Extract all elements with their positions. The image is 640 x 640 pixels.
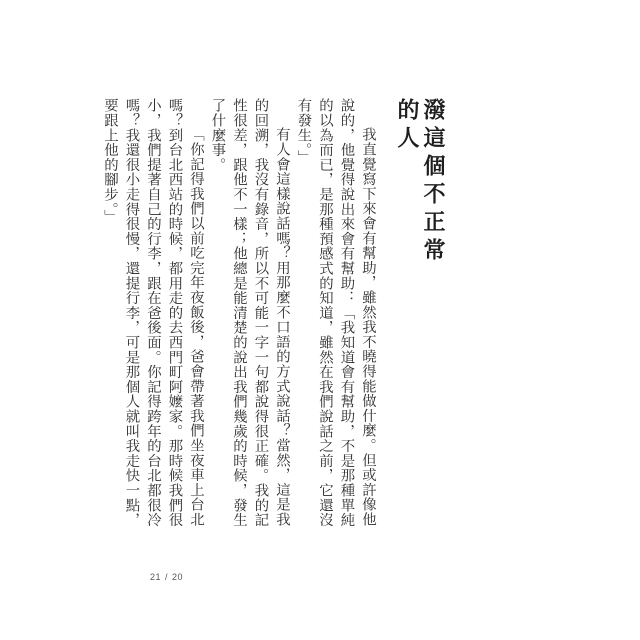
paragraph-2: 有人會這樣說話嗎？用那麼不口語的方式說話？當然，這是我的回溯，我沒有錄音，所以不可能一字一句都說得很正確。我的記性很差，跟他不一樣；他總是能清楚的說出我們幾歲的時候，發生了什麼事。	[209, 98, 290, 528]
page-number-right: 20	[172, 572, 184, 582]
page-numbers	[150, 572, 183, 582]
chapter-title: 潑這個不正常的人	[394, 98, 446, 266]
body-text	[99, 98, 379, 528]
page-number-left: 21	[150, 572, 162, 582]
paragraph-3: 「你記得我們以前吃完年夜飯後，爸會帶著我們坐夜車上台北嗎？到台北西站的時候，都用走的去西門町阿嬤家。那時候我們很小，我們提著自己的行李，跟在爸後面。你記得跨年的台北都很冷嗎？我還很小走得很慢，還提行李，可是那個人就叫我走快一點，要跟上他的腳步。」	[102, 98, 204, 528]
paragraph-1: 我直覺寫下來會有幫助，雖然我不曉得能做什麼。但或許像他說的，他覺得說出來會有幫助：「我知道會有幫助，不是那種單純的以為而已，是那種預感式的知道，雖然在我們說話之前，它還沒有發生。」	[295, 98, 376, 528]
page-number-separator: /	[165, 572, 169, 582]
